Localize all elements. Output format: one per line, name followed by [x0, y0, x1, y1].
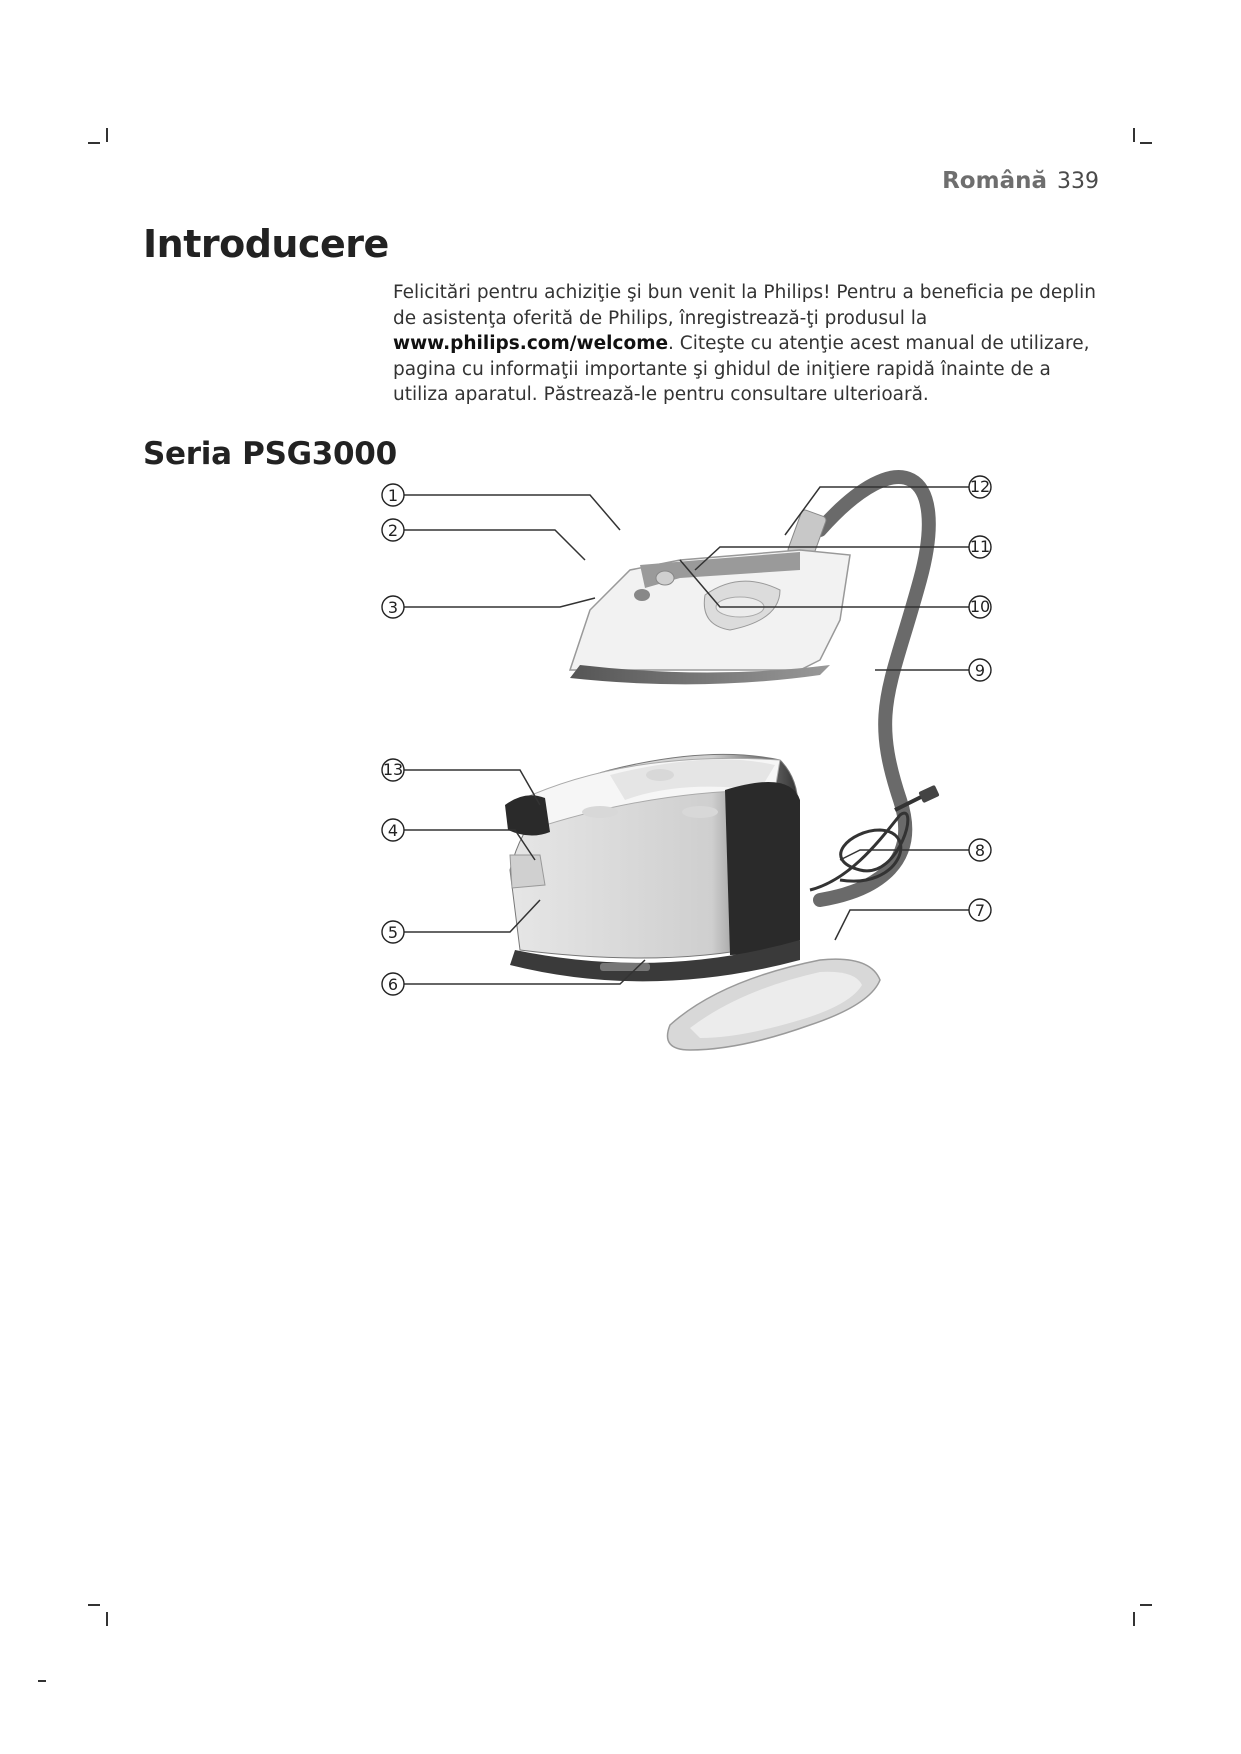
crop-mark: [88, 1604, 100, 1606]
callout-11: [969, 536, 991, 558]
hose: [820, 477, 929, 900]
series-heading: Seria PSG3000: [143, 436, 397, 472]
svg-text:7: 7: [974, 901, 986, 920]
product-illustration: [380, 460, 1120, 1170]
svg-text:5: 5: [387, 923, 399, 942]
svg-text:10: 10: [969, 597, 991, 616]
crop-mark: [106, 1612, 108, 1626]
svg-text:13: 13: [382, 760, 404, 779]
crop-mark: [88, 142, 100, 144]
callout-9: [969, 659, 991, 681]
callout-10: [969, 596, 991, 618]
svg-text:11: 11: [969, 537, 991, 556]
svg-text:3: 3: [387, 598, 399, 617]
callout-7: [969, 899, 991, 921]
callout-3: [382, 596, 404, 618]
intro-text-end: . Citeşte cu atenţie acest manual de utilizare, pagina cu informaţii importante şi ghidul de iniţiere rapidă înainte de a utiliza aparatul. Păstrează-le pentru consultare ulterioară.: [393, 333, 1090, 406]
welcome-link[interactable]: www.philips.com/welcome: [393, 333, 669, 355]
page-number: 339: [1057, 169, 1099, 194]
callout-4: [382, 819, 404, 841]
svg-text:6: 6: [387, 975, 399, 994]
intro-text-start: Felicitări pentru achiziţie şi bun venit la Philips! Pentru a beneficia pe deplin de asistenţa oferită de Philips, înregistrează-ţi produsul la: [393, 282, 1096, 329]
svg-text:9: 9: [974, 661, 986, 680]
crop-mark: [1133, 1612, 1135, 1626]
steam-generator-base: [505, 754, 800, 981]
crop-mark: [38, 1680, 46, 1682]
language-label: Română: [942, 168, 1047, 194]
power-cord: [810, 813, 908, 890]
steam-iron: [570, 550, 850, 684]
svg-text:12: 12: [969, 477, 991, 496]
callout-13: [382, 759, 404, 781]
callout-6: [382, 973, 404, 995]
crop-mark: [1133, 128, 1135, 142]
callout-1: [382, 484, 404, 506]
callout-8: [969, 839, 991, 861]
crop-mark: [106, 128, 108, 142]
intro-paragraph: [393, 280, 1103, 408]
callout-5: [382, 921, 404, 943]
svg-text:8: 8: [974, 841, 986, 860]
callout-2: [382, 519, 404, 541]
crop-mark: [1140, 1604, 1152, 1606]
svg-text:2: 2: [387, 521, 399, 540]
callout-12: [969, 476, 991, 498]
crop-mark: [1140, 142, 1152, 144]
introduction-heading: Introducere: [143, 222, 389, 266]
svg-text:1: 1: [387, 486, 399, 505]
svg-text:4: 4: [387, 821, 399, 840]
page-header: [942, 168, 1099, 194]
